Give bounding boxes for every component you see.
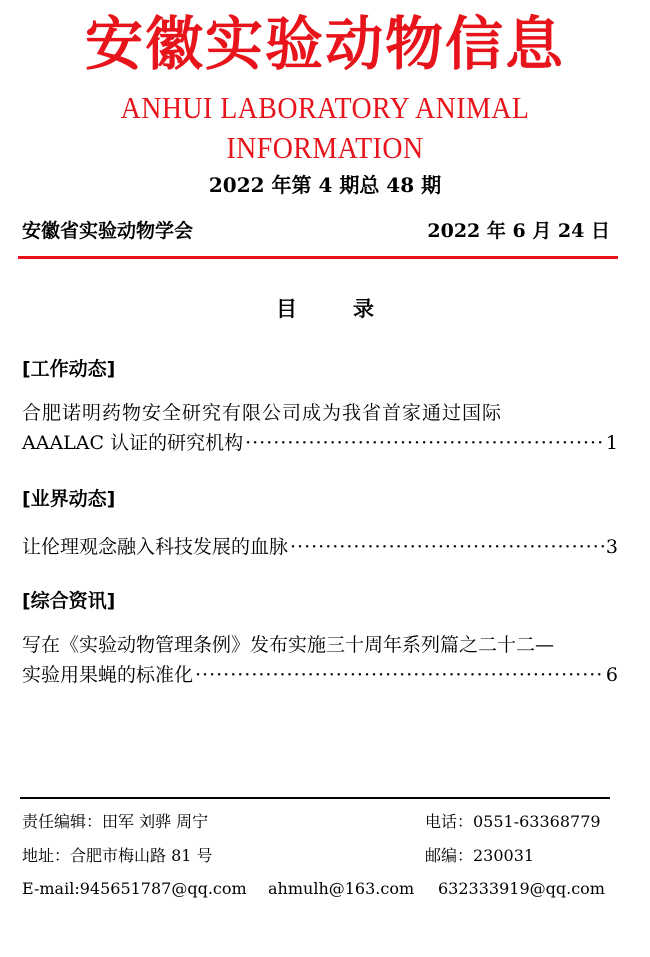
toc-leader-dots: [290, 532, 604, 562]
footer-email-1[interactable]: E-mail:945651787@qq.com: [22, 879, 247, 898]
toc-entry-line: 让伦理观念融入科技发展的血脉: [22, 536, 289, 558]
masthead-divider: [18, 256, 618, 259]
footer-email-3[interactable]: 632333919@qq.com: [438, 879, 605, 898]
footer-address: 地址：合肥市梅山路 81 号: [22, 846, 213, 865]
footer-divider: [20, 797, 610, 799]
toc-entry-industry[interactable]: [22, 532, 618, 562]
toc-section-heading-work: [工作动态]: [22, 358, 116, 380]
masthead-title-en: ANHUI LABORATORY ANIMAL INFORMATION: [120, 90, 530, 165]
toc-leader-dots: [245, 428, 604, 458]
toc-section-heading-industry: [业界动态]: [22, 488, 116, 510]
toc-entry-line: 写在《实验动物管理条例》发布实施三十周年系列篇之二十二—: [22, 634, 555, 656]
issue-number: 2022 年第 4 期总 48 期: [208, 173, 442, 197]
toc-leader-dots: [195, 660, 604, 690]
footer-editors: 责任编辑：田军 刘骅 周宁: [22, 812, 209, 831]
toc-page-number: 1: [605, 432, 618, 454]
toc-entry-news[interactable]: [22, 630, 618, 690]
masthead-title-cn: 安徽实验动物信息: [84, 10, 565, 78]
toc-page-number: 6: [605, 664, 618, 686]
toc-entry-line: 合肥诺明药物安全研究有限公司成为我省首家通过国际: [22, 402, 503, 424]
toc-entry-line: AAALAC 认证的研究机构: [22, 432, 244, 454]
footer-phone: 电话：0551-63368779: [425, 812, 601, 831]
footer-postcode: 邮编：230031: [425, 846, 535, 865]
publisher-society: 安徽省实验动物学会: [22, 220, 194, 242]
publish-date: 2022 年 6 月 24 日: [427, 220, 610, 242]
toc-title: 目录: [276, 296, 430, 321]
footer-email-2[interactable]: ahmulh@163.com: [268, 879, 415, 898]
toc-section-heading-news: [综合资讯]: [22, 590, 116, 612]
toc-entry-work[interactable]: [22, 398, 618, 458]
toc-page-number: 3: [605, 536, 618, 558]
toc-entry-line: 实验用果蝇的标准化: [22, 664, 194, 686]
